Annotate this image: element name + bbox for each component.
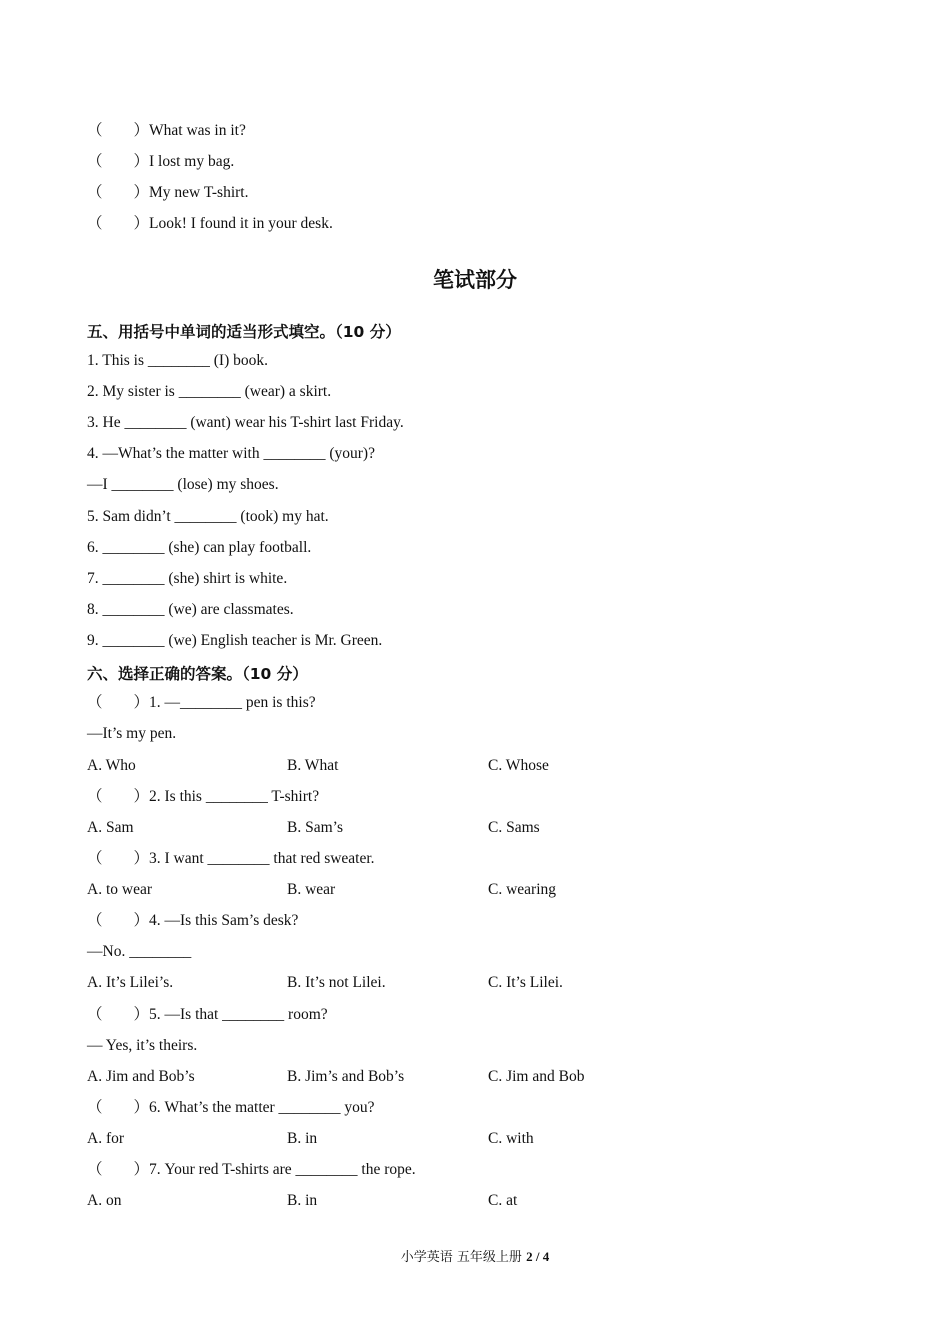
option-c: C. Sams — [488, 819, 540, 836]
part5-item: 2. My sister is ________ (wear) a skirt. — [87, 383, 332, 400]
option-b: B. What — [287, 757, 339, 774]
part5-item: 5. Sam didn’t ________ (took) my hat. — [87, 508, 329, 525]
page-number: 2 / 4 — [526, 1249, 550, 1264]
dialogue-item: （ ）Look! I found it in your desk. — [87, 215, 333, 232]
section-title: 笔试部分 — [433, 268, 517, 292]
part5-item: 1. This is ________ (I) book. — [87, 352, 268, 369]
dialogue-item: （ ）I lost my bag. — [87, 153, 235, 170]
option-a: A. Sam — [87, 819, 134, 836]
question-stem: （ ）6. What’s the matter ________ you? — [87, 1099, 375, 1116]
option-c: C. Jim and Bob — [488, 1068, 585, 1085]
question-extra: —No. ________ — [87, 943, 192, 960]
option-b: B. It’s not Lilei. — [287, 974, 386, 991]
part5-item: —I ________ (lose) my shoes. — [87, 476, 279, 493]
option-b: B. Sam’s — [287, 819, 343, 836]
question-stem: （ ）4. —Is this Sam’s desk? — [87, 912, 299, 929]
part6-heading: 六、选择正确的答案。（10 分） — [87, 665, 308, 683]
part5-item: 6. ________ (she) can play football. — [87, 539, 312, 556]
dialogue-item: （ ）My new T-shirt. — [87, 184, 249, 201]
option-b: B. wear — [287, 881, 336, 898]
part5-item: 7. ________ (she) shirt is white. — [87, 570, 288, 587]
question-stem: （ ）5. —Is that ________ room? — [87, 1006, 328, 1023]
question-stem: （ ）2. Is this ________ T-shirt? — [87, 788, 320, 805]
option-b: B. Jim’s and Bob’s — [287, 1068, 405, 1085]
question-stem: （ ）1. —________ pen is this? — [87, 694, 316, 711]
option-b: B. in — [287, 1192, 318, 1209]
option-a: A. It’s Lilei’s. — [87, 974, 174, 991]
page-footer — [0, 1246, 950, 1265]
question-stem: （ ）7. Your red T-shirts are ________ the rope. — [87, 1161, 416, 1178]
option-a: A. for — [87, 1130, 125, 1147]
part5-item: 8. ________ (we) are classmates. — [87, 601, 294, 618]
option-a: A. to wear — [87, 881, 152, 898]
part5-item: 4. —What’s the matter with ________ (your)? — [87, 445, 375, 462]
part5-item: 3. He ________ (want) wear his T-shirt last Friday. — [87, 414, 404, 431]
option-c: C. wearing — [488, 881, 557, 898]
option-a: A. Who — [87, 757, 136, 774]
option-c: C. Whose — [488, 757, 549, 774]
option-c: C. with — [488, 1130, 534, 1147]
question-extra: — Yes, it’s theirs. — [87, 1037, 198, 1054]
option-a: A. on — [87, 1192, 122, 1209]
option-a: A. Jim and Bob’s — [87, 1068, 195, 1085]
option-c: C. at — [488, 1192, 518, 1209]
option-b: B. in — [287, 1130, 318, 1147]
part5-item: 9. ________ (we) English teacher is Mr. Green. — [87, 632, 383, 649]
question-extra: —It’s my pen. — [87, 725, 177, 742]
footer-label: 小学英语 五年级上册 — [400, 1250, 522, 1265]
part5-heading: 五、用括号中单词的适当形式填空。（10 分） — [87, 323, 401, 341]
dialogue-item: （ ）What was in it? — [87, 122, 246, 139]
question-stem: （ ）3. I want ________ that red sweater. — [87, 850, 375, 867]
option-c: C. It’s Lilei. — [488, 974, 563, 991]
